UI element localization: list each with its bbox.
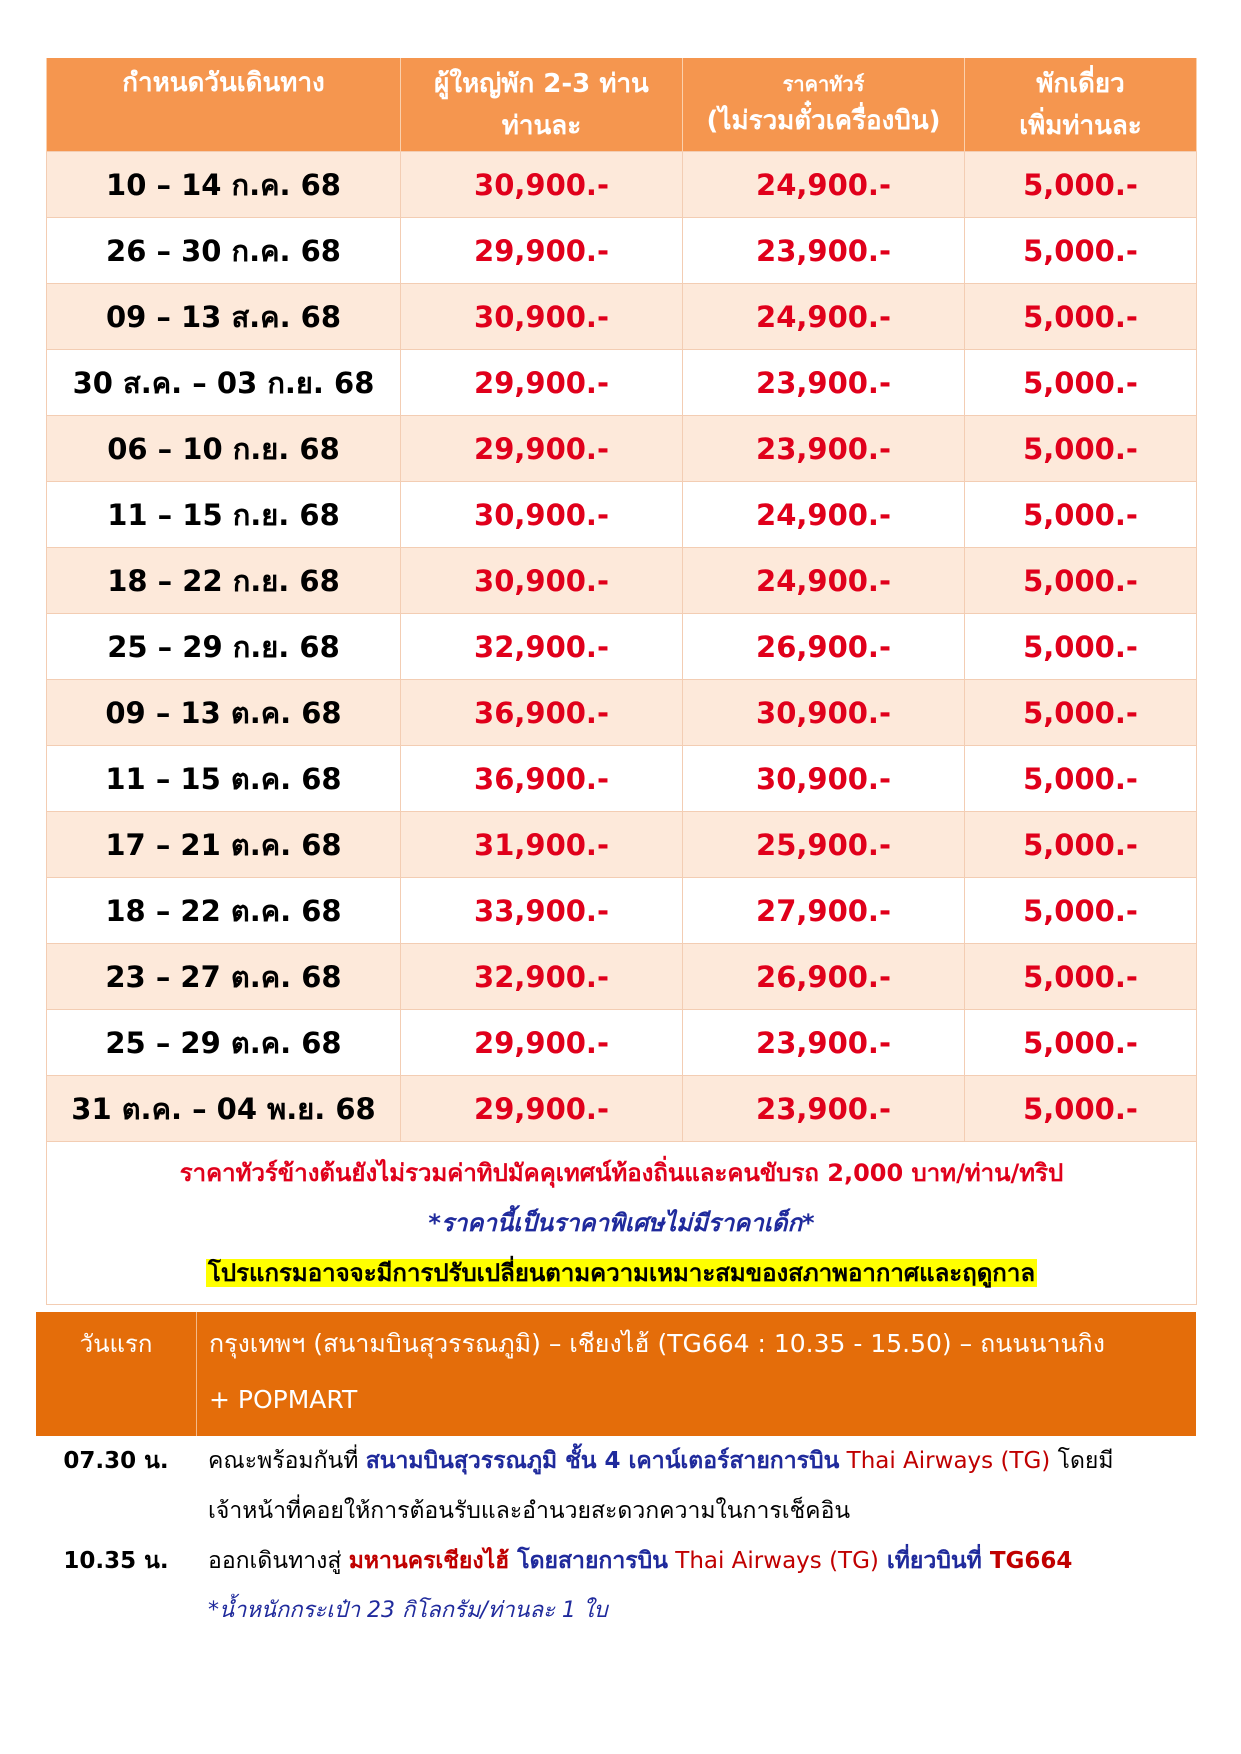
tour-price-cell: 23,900.- bbox=[683, 1076, 965, 1142]
itinerary-item bbox=[36, 1436, 1196, 1536]
day1-title-line2: + POPMART bbox=[209, 1385, 358, 1414]
adult-price-cell: 33,900.- bbox=[401, 878, 683, 944]
adult-price-cell: 36,900.- bbox=[401, 680, 683, 746]
single-supplement-cell: 5,000.- bbox=[965, 284, 1197, 350]
travel-date-cell: 23 – 27 ต.ค. 68 bbox=[47, 944, 401, 1010]
tour-price-cell: 23,900.- bbox=[683, 218, 965, 284]
travel-date-cell: 09 – 13 ต.ค. 68 bbox=[47, 680, 401, 746]
travel-date-cell: 25 – 29 ก.ย. 68 bbox=[47, 614, 401, 680]
adult-price-cell: 29,900.- bbox=[401, 350, 683, 416]
single-supplement-cell: 5,000.- bbox=[965, 218, 1197, 284]
travel-date-cell: 10 – 14 ก.ค. 68 bbox=[47, 152, 401, 218]
tour-price-cell: 23,900.- bbox=[683, 416, 965, 482]
table-notes-row bbox=[47, 1142, 1197, 1305]
travel-date-cell: 31 ต.ค. – 04 พ.ย. 68 bbox=[47, 1076, 401, 1142]
note-program-change-text: โปรแกรมอาจจะมีการปรับเปลี่ยนตามความเหมาะสมของสภาพอากาศและฤดูกาล bbox=[207, 1259, 1036, 1287]
single-supplement-cell: 5,000.- bbox=[965, 1010, 1197, 1076]
itinerary-time: 10.35 น. bbox=[63, 1548, 169, 1574]
single-supplement-cell: 5,000.- bbox=[965, 944, 1197, 1010]
single-supplement-cell: 5,000.- bbox=[965, 416, 1197, 482]
table-row bbox=[47, 218, 1197, 284]
travel-date-cell: 09 – 13 ส.ค. 68 bbox=[47, 284, 401, 350]
table-row bbox=[47, 680, 1197, 746]
table-header-row bbox=[47, 58, 1197, 152]
header-date: กำหนดวันเดินทาง bbox=[47, 58, 401, 152]
travel-date-cell: 18 – 22 ต.ค. 68 bbox=[47, 878, 401, 944]
adult-price-cell: 30,900.- bbox=[401, 482, 683, 548]
single-supplement-cell: 5,000.- bbox=[965, 152, 1197, 218]
adult-price-cell: 32,900.- bbox=[401, 614, 683, 680]
itinerary-time: 07.30 น. bbox=[63, 1448, 169, 1474]
tour-price-cell: 24,900.- bbox=[683, 284, 965, 350]
single-supplement-cell: 5,000.- bbox=[965, 1076, 1197, 1142]
table-row bbox=[47, 812, 1197, 878]
baggage-allowance: *น้ำหนักกระเป๋า 23 กิโลกรัม/ท่านละ 1 ใบ bbox=[208, 1598, 608, 1623]
table-row bbox=[47, 746, 1197, 812]
travel-date-cell: 06 – 10 ก.ย. 68 bbox=[47, 416, 401, 482]
header-single-supplement: พักเดี่ยว เพิ่มท่านละ bbox=[965, 58, 1197, 152]
travel-date-cell: 18 – 22 ก.ย. 68 bbox=[47, 548, 401, 614]
adult-price-cell: 36,900.- bbox=[401, 746, 683, 812]
table-row bbox=[47, 350, 1197, 416]
table-row bbox=[47, 416, 1197, 482]
adult-price-cell: 29,900.- bbox=[401, 1010, 683, 1076]
table-row bbox=[47, 614, 1197, 680]
tour-price-cell: 24,900.- bbox=[683, 482, 965, 548]
adult-price-cell: 29,900.- bbox=[401, 416, 683, 482]
single-supplement-cell: 5,000.- bbox=[965, 482, 1197, 548]
single-supplement-cell: 5,000.- bbox=[965, 614, 1197, 680]
single-supplement-cell: 5,000.- bbox=[965, 680, 1197, 746]
day1-title-line1: กรุงเทพฯ (สนามบินสุวรรณภูมิ) – เชียงไฮ้ (TG664 : 10.35 - 15.50) – ถนนนานกิง bbox=[209, 1329, 1105, 1358]
table-row bbox=[47, 878, 1197, 944]
table-row bbox=[47, 482, 1197, 548]
travel-date-cell: 11 – 15 ต.ค. 68 bbox=[47, 746, 401, 812]
travel-date-cell: 17 – 21 ต.ค. 68 bbox=[47, 812, 401, 878]
adult-price-cell: 29,900.- bbox=[401, 1076, 683, 1142]
tour-price-cell: 24,900.- bbox=[683, 152, 965, 218]
travel-date-cell: 26 – 30 ก.ค. 68 bbox=[47, 218, 401, 284]
tour-price-cell: 23,900.- bbox=[683, 350, 965, 416]
note-special-price: *ราคานี้เป็นราคาพิเศษไม่มีราคาเด็ก* bbox=[428, 1209, 815, 1237]
tour-price-cell: 26,900.- bbox=[683, 614, 965, 680]
tour-price-cell: 30,900.- bbox=[683, 746, 965, 812]
table-row bbox=[47, 1076, 1197, 1142]
header-adult-price: ผู้ใหญ่พัก 2-3 ท่าน ท่านละ bbox=[401, 58, 683, 152]
day1-itinerary bbox=[36, 1436, 1196, 1636]
travel-date-cell: 30 ส.ค. – 03 ก.ย. 68 bbox=[47, 350, 401, 416]
tour-price-cell: 24,900.- bbox=[683, 548, 965, 614]
table-notes bbox=[47, 1142, 1197, 1305]
adult-price-cell: 30,900.- bbox=[401, 152, 683, 218]
single-supplement-cell: 5,000.- bbox=[965, 812, 1197, 878]
note-guide-fee: ราคาทัวร์ข้างต้นยังไม่รวมค่าทิปมัคคุเทศน์ท้องถิ่นและคนขับรถ 2,000 บาท/ท่าน/ทริป bbox=[179, 1159, 1064, 1187]
table-row bbox=[47, 1010, 1197, 1076]
table-row bbox=[47, 548, 1197, 614]
adult-price-cell: 29,900.- bbox=[401, 218, 683, 284]
itinerary-description: ออกเดินทางสู่ มหานครเชียงไฮ้ โดยสายการบิน Thai Airways (TG) เที่ยวบินที่ TG664 *น้ำหนักกระเป๋า 23 กิโลกรัม/ท่านละ 1 ใบ bbox=[196, 1536, 1196, 1636]
table-row bbox=[47, 944, 1197, 1010]
travel-date-cell: 25 – 29 ต.ค. 68 bbox=[47, 1010, 401, 1076]
adult-price-cell: 30,900.- bbox=[401, 284, 683, 350]
single-supplement-cell: 5,000.- bbox=[965, 548, 1197, 614]
single-supplement-cell: 5,000.- bbox=[965, 350, 1197, 416]
day1-title bbox=[197, 1312, 1196, 1436]
single-supplement-cell: 5,000.- bbox=[965, 746, 1197, 812]
tour-price-cell: 30,900.- bbox=[683, 680, 965, 746]
table-row bbox=[47, 152, 1197, 218]
tour-price-cell: 27,900.- bbox=[683, 878, 965, 944]
itinerary-item bbox=[36, 1536, 1196, 1636]
price-table bbox=[46, 58, 1197, 1305]
adult-price-cell: 32,900.- bbox=[401, 944, 683, 1010]
adult-price-cell: 30,900.- bbox=[401, 548, 683, 614]
table-row bbox=[47, 284, 1197, 350]
day1-header bbox=[36, 1312, 1196, 1436]
tour-price-cell: 25,900.- bbox=[683, 812, 965, 878]
day1-label: วันแรก bbox=[79, 1330, 153, 1358]
adult-price-cell: 31,900.- bbox=[401, 812, 683, 878]
note-program-change bbox=[47, 1248, 1196, 1298]
travel-date-cell: 11 – 15 ก.ย. 68 bbox=[47, 482, 401, 548]
header-tour-price: ราคาทัวร์ (ไม่รวมตั๋วเครื่องบิน) bbox=[683, 58, 965, 152]
single-supplement-cell: 5,000.- bbox=[965, 878, 1197, 944]
tour-price-cell: 26,900.- bbox=[683, 944, 965, 1010]
tour-price-cell: 23,900.- bbox=[683, 1010, 965, 1076]
itinerary-description: คณะพร้อมกันที่ สนามบินสุวรรณภูมิ ชั้น 4 เคาน์เตอร์สายการบิน Thai Airways (TG) โดยมี เจ้าหน้าที่คอยให้การต้อนรับและอำนวยสะดวกความในการเช็คอิน bbox=[208, 1448, 1114, 1524]
